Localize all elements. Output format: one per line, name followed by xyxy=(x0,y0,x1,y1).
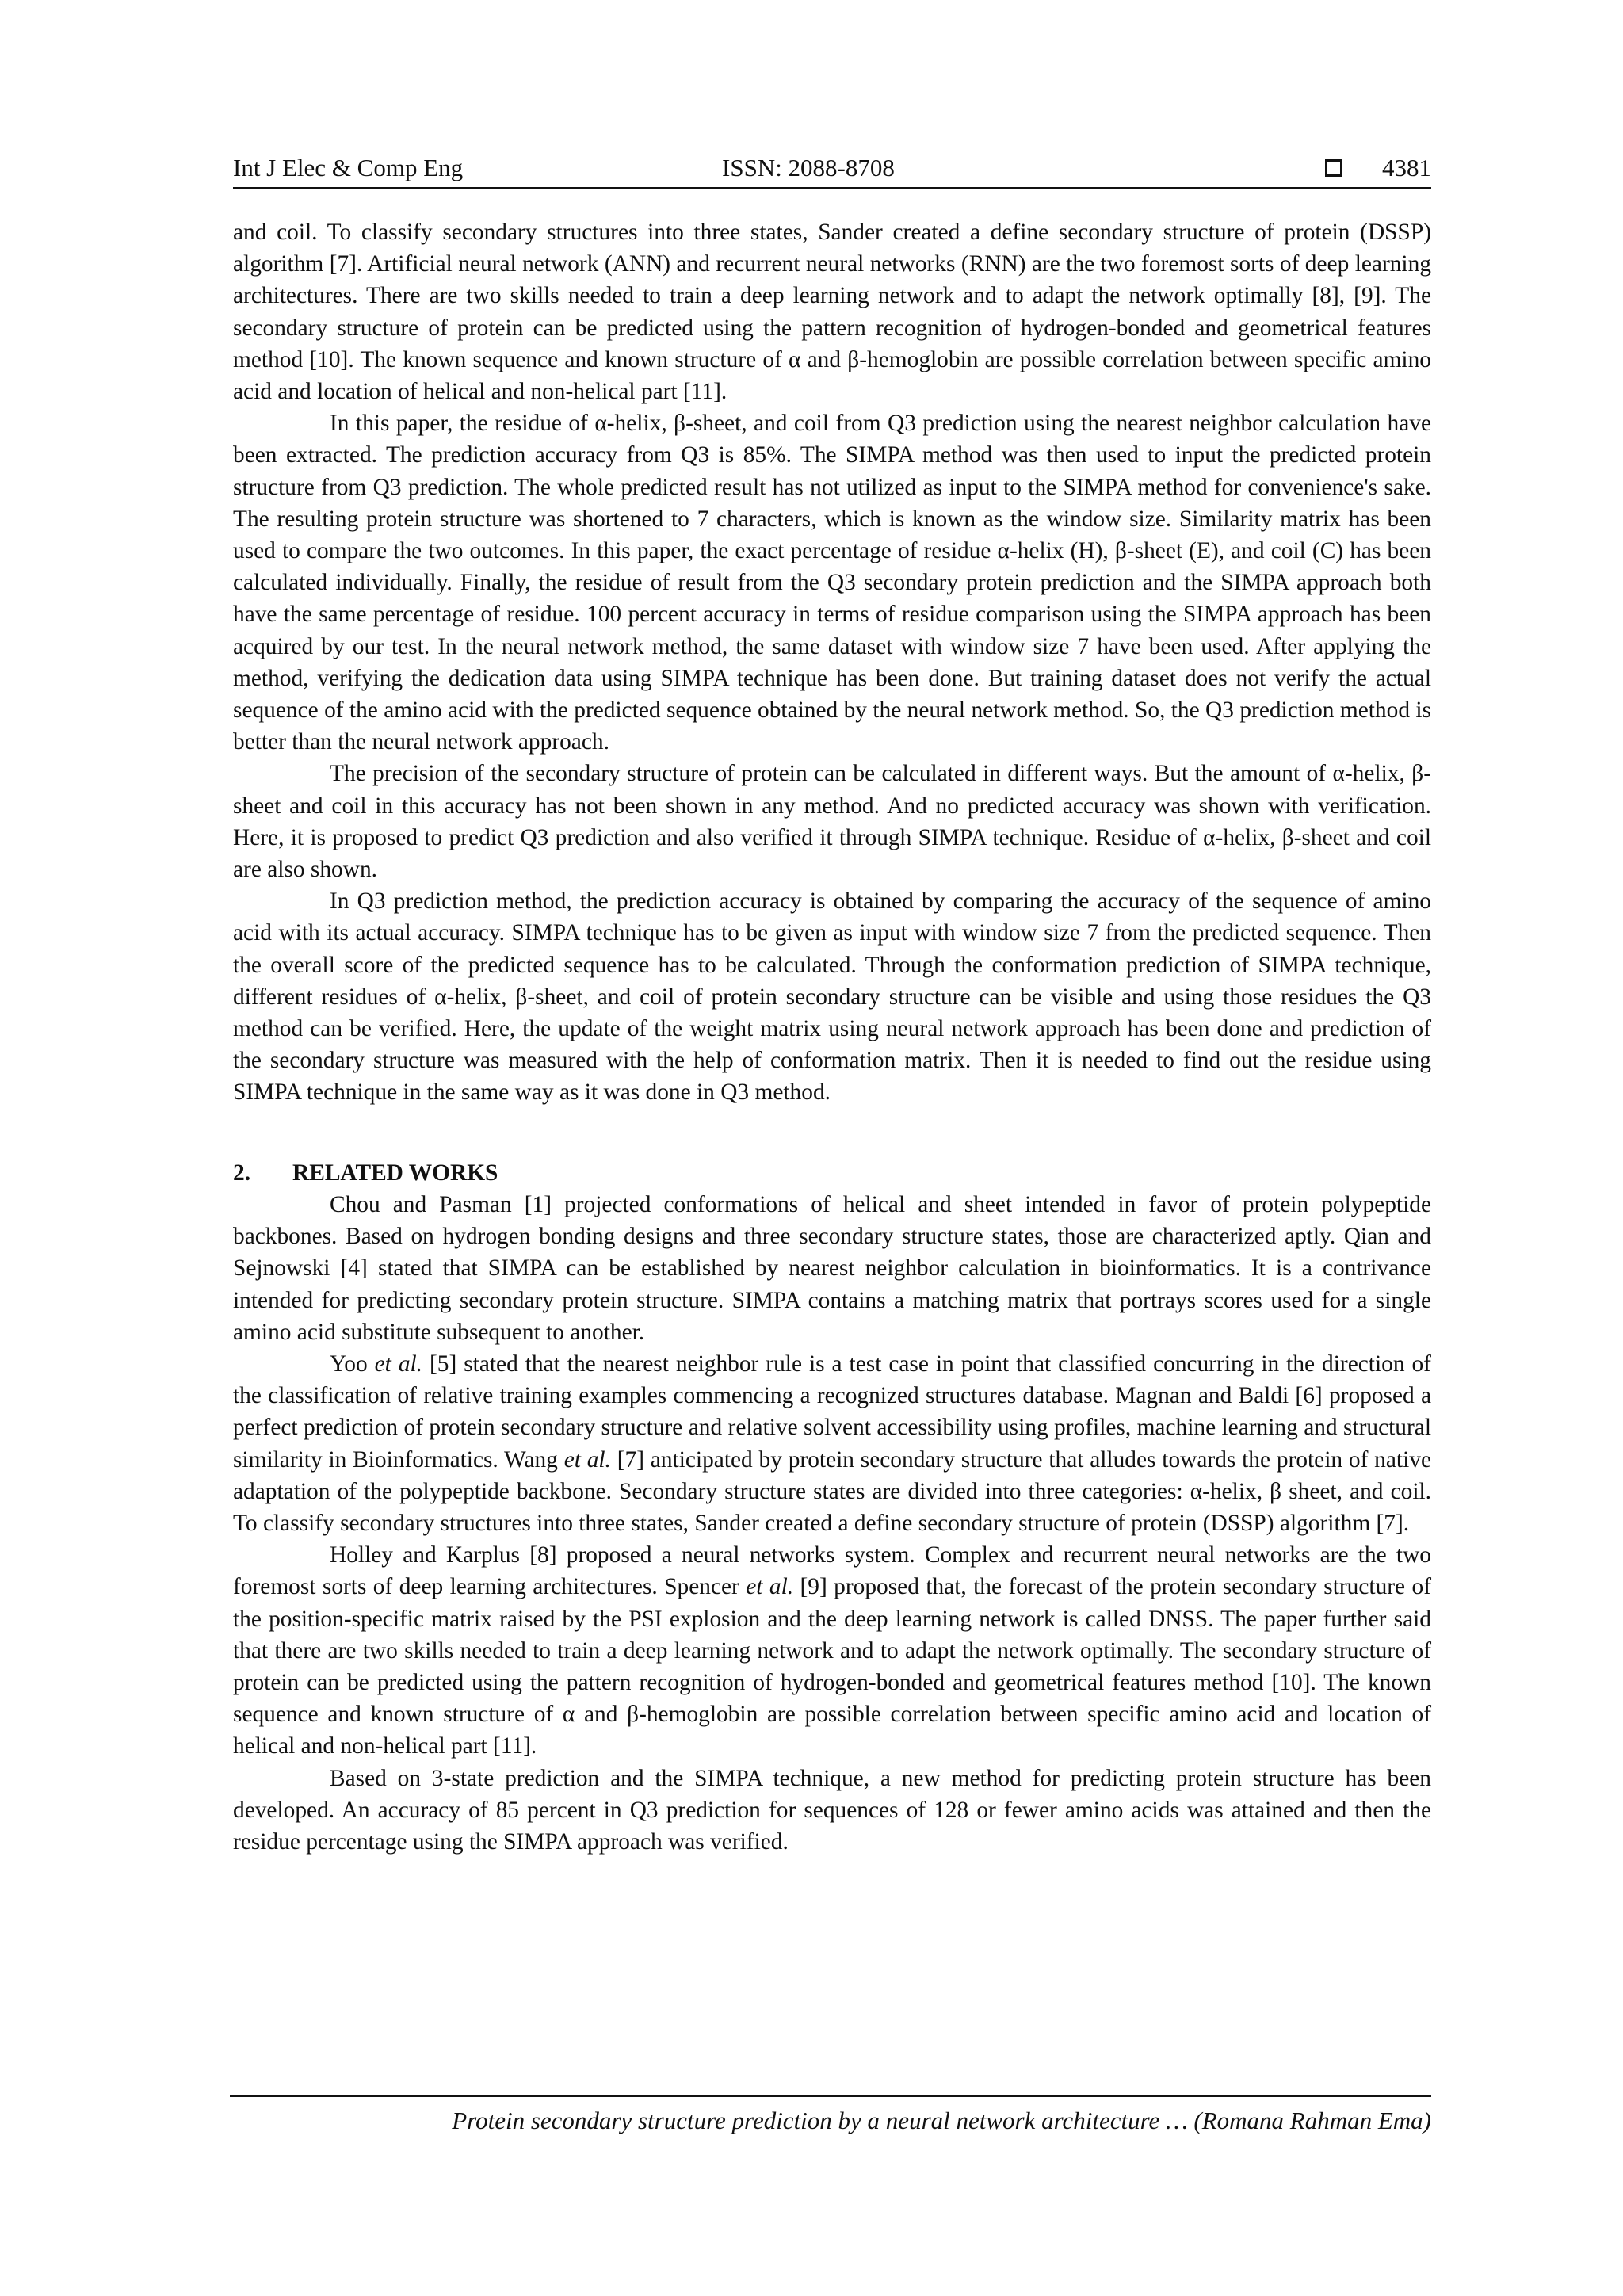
et-al-italic: et al. xyxy=(563,1446,611,1473)
header-rule xyxy=(233,187,1431,189)
footer-rule xyxy=(230,2095,1431,2097)
paragraph-this-paper: In this paper, the residue of α-helix, β-sheet, and coil from Q3 prediction using the nearest neighbor calculation have been extracted. The prediction accuracy from Q3 is 85%. The SIMPA method was then used to input the predicted protein structure from Q3 prediction. The whole predicted result has not utilized as input to the SIMPA method for convenience's sake. The resulting protein structure was shortened to 7 characters, which is known as the window size. Similarity matrix has been used to compare the two outcomes. In this paper, the exact percentage of residue α-helix (H), β-sheet (E), and coil (C) has been calculated individually. Finally, the residue of result from the Q3 secondary protein prediction and the SIMPA approach both have the same percentage of residue. 100 percent accuracy in terms of residue comparison using the SIMPA approach has been acquired by our test. In the neural network method, the same dataset with window size 7 have been used. After applying the method, verifying the dedication data using SIMPA technique has been done. But training dataset does not verify the actual sequence of the amino acid with the predicted sequence obtained by the neural network method. So, the Q3 prediction method is better than the neural network approach. xyxy=(233,411,1431,755)
paragraph-yoo xyxy=(233,1348,1431,1539)
text-run: [5] stated that the nearest neighbor rule is a test case in point that classified concurring in the direction of the classification of relative training examples commencing a recognized structures database. Magnan and Baldi [6] proposed a perfect prediction of protein secondary structure and relative solvent accessibility using profiles, machine learning and structural similarity in Bioinformatics. Wang xyxy=(233,1350,1431,1473)
paragraph-3-state: Based on 3-state prediction and the SIMPA technique, a new method for predicting protein structure has been developed. An accuracy of 85 percent in Q3 prediction for sequences of 128 or fewer amino acids was attained and then the residue percentage using the SIMPA approach was verified. xyxy=(233,1765,1431,1855)
text-run: [7] anticipated by protein secondary structure that alludes towards the protein of native adaptation of the polypeptide backbone. Secondary structure states are divided into three categories: α-helix, β sheet, and coil. To classify secondary structures into three states, Sander created a define secondary structure of protein (DSSP) algorithm [7]. xyxy=(233,1446,1431,1536)
footer-citation: Protein secondary structure prediction by a neural network architecture … (Romana Rahman Ema) xyxy=(452,2107,1431,2134)
section-number: 2. xyxy=(233,1159,251,1186)
paragraph-holley-karplus xyxy=(233,1539,1431,1762)
text-run: Holley and Karplus [8] proposed a neural networks system. Complex and recurrent neural networks are the two foremost sorts of deep learning architectures. Spencer xyxy=(233,1542,1431,1600)
et-al-italic: et al. xyxy=(746,1574,794,1600)
paper-page xyxy=(233,151,1431,1858)
paragraph-chou-pasman: Chou and Pasman [1] projected conformations of helical and sheet intended in favor of protein polypeptide backbones. Based on hydrogen bonding designs and three secondary structure states, those are characterized aptly. Qian and Sejnowski [4] stated that SIMPA can be established by nearest neighbor calculation in bioinformatics. It is a contrivance intended for predicting secondary protein structure. SIMPA contains a matching matrix that portrays scores used for a single amino acid substitute subsequent to another. xyxy=(233,1191,1431,1345)
issn: ISSN: 2088-8708 xyxy=(722,154,895,181)
paragraph-continued: and coil. To classify secondary structures into three states, Sander created a define secondary structure of protein (DSSP) algorithm [7]. Artificial neural network (ANN) and recurrent neural networks (RNN) are the two foremost sorts of deep learning architectures. There are two skills needed to train a deep learning network and to adapt the network optimally [8], [9]. The secondary structure of protein can be predicted using the pattern recognition of hydrogen-bonded and geometrical features method [10]. The known sequence and known structure of α and β-hemoglobin are possible correlation between specific amino acid and location of helical and non-helical part [11]. xyxy=(233,220,1431,405)
paragraph-q3-method: In Q3 prediction method, the prediction accuracy is obtained by comparing the accuracy of the sequence of amino acid with its actual accuracy. SIMPA technique has to be given as input with window size 7 from the predicted sequence. Then the overall score of the predicted sequence has to be calculated. Through the conformation prediction of SIMPA technique, different residues of α-helix, β-sheet, and coil of protein secondary structure can be visible and using those residues the Q3 method can be verified. Here, the update of the weight matrix using neural network approach has been done and prediction of the secondary structure was measured with the help of conformation matrix. Then it is needed to find out the residue using SIMPA technique in the same way as it was done in Q3 method. xyxy=(233,888,1431,1106)
journal-name: Int J Elec & Comp Eng xyxy=(233,154,464,181)
running-header xyxy=(233,151,1431,185)
page-number: 4381 xyxy=(1382,154,1431,181)
page-number-group xyxy=(1325,151,1431,185)
square-box-icon xyxy=(1325,159,1342,177)
et-al-italic: et al. xyxy=(374,1350,423,1377)
section-title: RELATED WORKS xyxy=(292,1159,498,1186)
text-run: Yoo xyxy=(330,1350,375,1377)
paragraph-precision: The precision of the secondary structure of protein can be calculated in different ways. But the amount of α-helix, β-sheet and coil in this accuracy has not been shown in any method. And no predicted accuracy was shown with verification. Here, it is proposed to predict Q3 prediction and also verified it through SIMPA technique. Residue of α-helix, β-sheet and coil are also shown. xyxy=(233,761,1431,883)
body-text xyxy=(233,216,1431,1858)
page-footer xyxy=(230,2095,1431,2137)
text-run: [9] proposed that, the forecast of the protein secondary structure of the position-specific matrix raised by the PSI explosion and the deep learning network is called DNSS. The paper further said that there are two skills needed to train a deep learning network and to adapt the network optimally. The secondary structure of protein can be predicted using the pattern recognition of hydrogen-bonded and geometrical features method [10]. The known sequence and known structure of α and β-hemoglobin are possible correlation between specific amino acid and location of helical and non-helical part [11]. xyxy=(233,1574,1431,1759)
section-heading-related-works xyxy=(233,1157,1431,1189)
